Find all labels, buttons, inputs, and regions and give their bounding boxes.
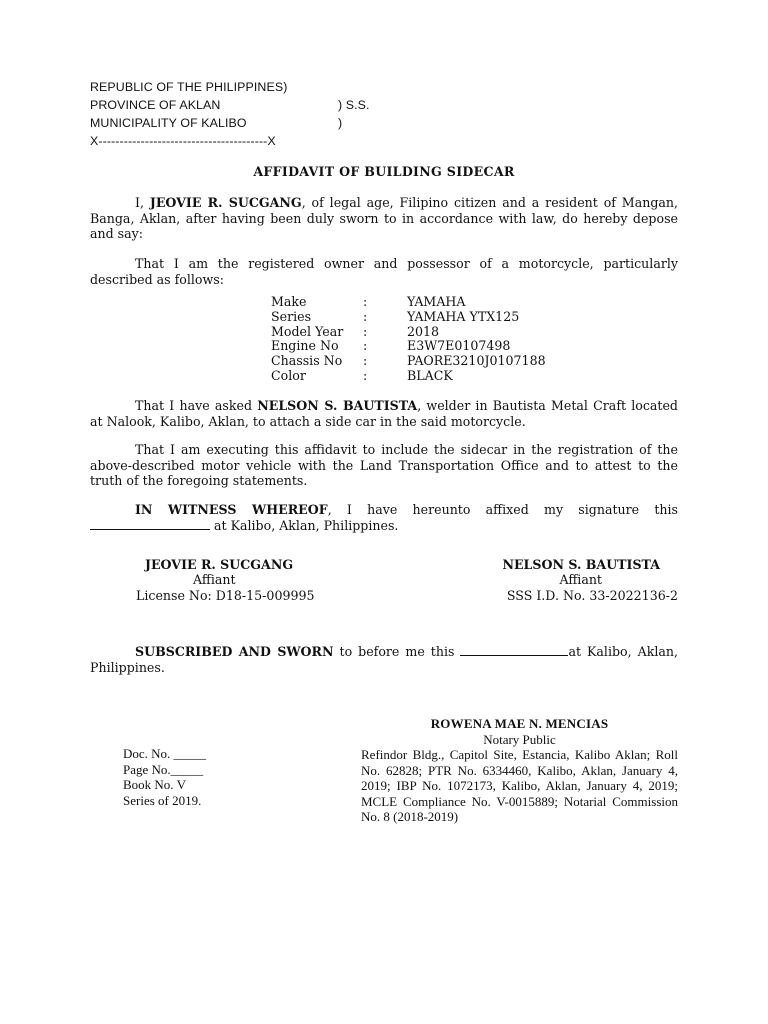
witness-paragraph xyxy=(90,502,678,533)
vehicle-spec-label: Series xyxy=(271,308,312,324)
witness-after-blank: at Kalibo, Aklan, Philippines. xyxy=(210,517,399,533)
caption-province-text: PROVINCE OF AKLAN xyxy=(90,98,221,112)
vehicle-spec-value: 2018 xyxy=(407,323,440,339)
caption-line-municipality xyxy=(90,114,370,132)
witness-rest: , I have hereunto affixed my signature this xyxy=(327,502,679,517)
vehicle-spec-value: YAMAHA xyxy=(407,294,466,309)
vehicle-spec-row xyxy=(271,369,546,384)
jurat-date-blank xyxy=(460,644,568,656)
signatory-left-role: Affiant xyxy=(193,572,236,588)
vehicle-specs xyxy=(271,295,546,384)
vehicle-spec-colon: : xyxy=(363,323,368,339)
signatory-left-license: License No: D18-15-009995 xyxy=(136,587,315,603)
document-title: AFFIDAVIT OF BUILDING SIDECAR xyxy=(253,164,515,179)
welder-rest: , welder in Bautista Metal Craft located at Nalook, Kalibo, Aklan, to attach a side car in the said motorcycle. xyxy=(90,398,678,429)
owner-paragraph: That I am the registered owner and possessor of a motorcycle, particularly described as follows: xyxy=(90,256,678,287)
doc-number: Doc. No. _____ xyxy=(123,746,207,761)
jurat-bold: SUBSCRIBED AND SWORN xyxy=(135,644,334,659)
welder-paragraph xyxy=(90,398,678,429)
jurat-after-blank: at Kalibo, Aklan, Philippines. xyxy=(90,644,678,675)
vehicle-spec-colon: : xyxy=(363,353,368,369)
book-number: Book No. V xyxy=(123,777,186,792)
signatory-right-sss: SSS I.D. No. 33-2022136-2 xyxy=(506,587,678,603)
vehicle-spec-colon: : xyxy=(363,338,368,354)
vehicle-spec-label: Chassis No xyxy=(271,353,343,369)
welder-prefix: That I have asked xyxy=(135,398,258,413)
caption-x-line: X----------------------------------------X xyxy=(90,134,276,148)
vehicle-spec-colon: : xyxy=(363,367,368,383)
vehicle-spec-value: BLACK xyxy=(407,367,453,383)
signatory-right-role: Affiant xyxy=(559,572,602,588)
notary-details: Refindor Bldg., Capitol Site, Estancia, Kalibo Aklan; Roll No. 62828; PTR No. 6334460, Kalibo, Aklan, January 4, 2019; IBP No. 1072173, Kalibo, Aklan, January 4, 2019; MCLE Compliance No. V-0015889; Notarial Commission No. 8 (2018-2019) xyxy=(361,747,678,824)
vehicle-spec-value: E3W7E0107498 xyxy=(407,338,511,354)
signatory-left-name: JEOVIE R. SUCGANG xyxy=(145,557,294,572)
series-year: Series of 2019. xyxy=(123,792,202,808)
welder-name-bold: NELSON S. BAUTISTA xyxy=(257,398,418,413)
vehicle-spec-colon: : xyxy=(363,308,368,324)
vehicle-spec-row xyxy=(271,325,546,340)
vehicle-spec-label: Model Year xyxy=(271,323,344,339)
notary-title: Notary Public xyxy=(483,731,556,747)
vehicle-spec-colon: : xyxy=(363,294,368,309)
vehicle-spec-row xyxy=(271,310,546,325)
intro-paragraph xyxy=(90,195,678,242)
jurat-middle: to before me this xyxy=(333,644,461,659)
caption-line-province xyxy=(90,96,370,114)
vehicle-spec-label: Make xyxy=(271,294,307,309)
caption-ss-text: ) S.S. xyxy=(338,98,370,112)
vehicle-spec-label: Engine No xyxy=(271,338,339,354)
purpose-paragraph: That I am executing this affidavit to include the sidecar in the registration of the above-described motor vehicle with the Land Transportation Office and to attest to the truth of the foregoing statements. xyxy=(90,442,678,489)
vehicle-spec-label: Color xyxy=(271,367,306,383)
vehicle-spec-value: PAORE3210J0107188 xyxy=(407,353,546,369)
notary-name: ROWENA MAE N. MENCIAS xyxy=(430,716,609,731)
caption-line-x xyxy=(90,132,370,150)
witness-bold: IN WITNESS WHEREOF xyxy=(135,502,328,517)
jurat-paragraph xyxy=(90,644,678,675)
caption-paren-text: ) xyxy=(338,116,343,130)
signatory-right-name: NELSON S. BAUTISTA xyxy=(502,557,660,572)
signatory-right xyxy=(482,557,678,603)
notary-block xyxy=(361,716,678,825)
intro-rest: , of legal age, Filipino citizen and a resident of Mangan, Banga, Aklan, after having been duly sworn to in accordance with law, do hereby depose and say: xyxy=(90,195,679,242)
vehicle-spec-row xyxy=(271,295,546,310)
affiant-name-bold: JEOVIE R. SUCGANG xyxy=(149,195,302,210)
vehicle-spec-row xyxy=(271,354,546,369)
caption-line-republic xyxy=(90,78,370,96)
caption-republic-text: REPUBLIC OF THE PHILIPPINES) xyxy=(90,80,288,94)
vehicle-spec-value: YAMAHA YTX125 xyxy=(407,308,520,324)
venue-caption xyxy=(90,78,370,150)
document-registry xyxy=(123,746,206,808)
page-number: Page No._____ xyxy=(123,761,204,777)
signatory-left xyxy=(136,557,315,603)
caption-municipality-text: MUNICIPALITY OF KALIBO xyxy=(90,116,247,130)
intro-prefix: I, xyxy=(135,195,150,210)
date-blank-line xyxy=(90,518,210,530)
vehicle-spec-row xyxy=(271,339,546,354)
